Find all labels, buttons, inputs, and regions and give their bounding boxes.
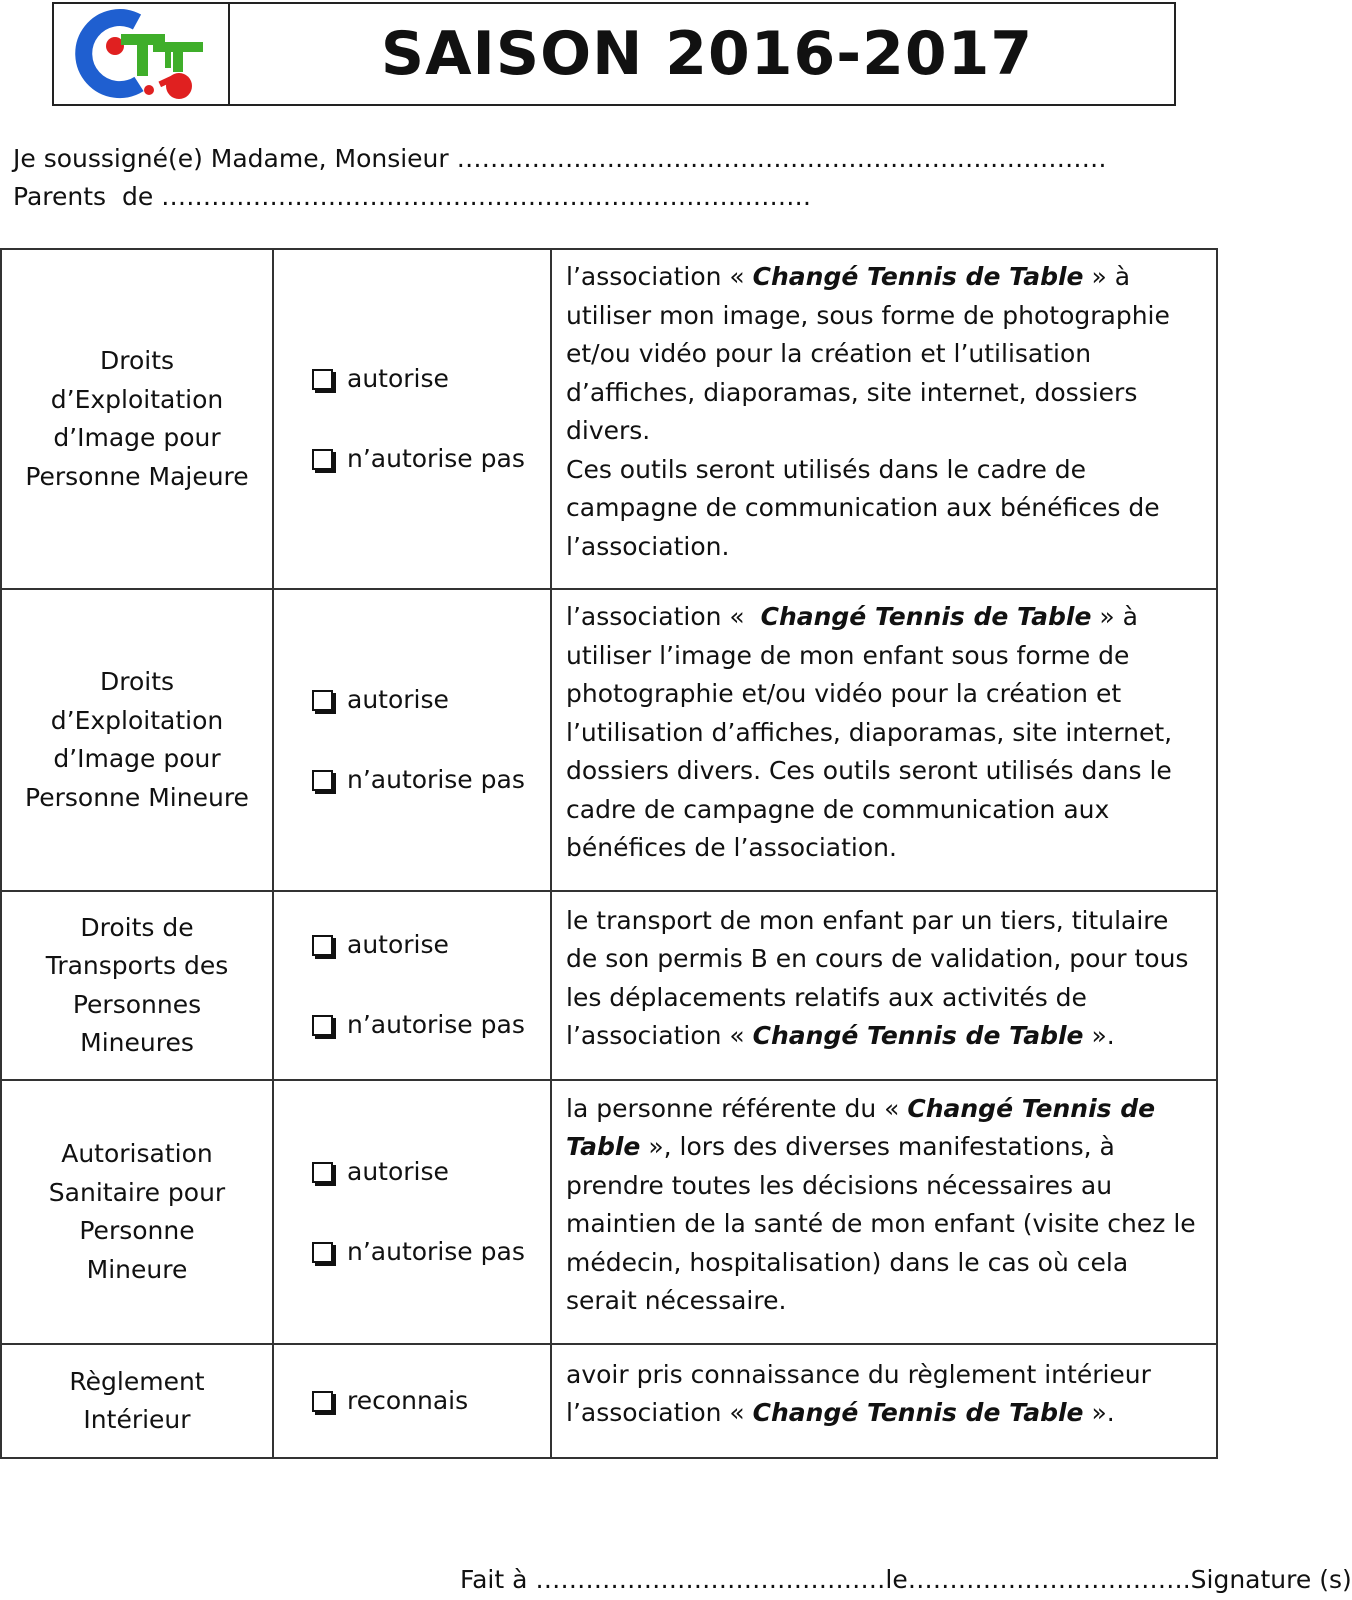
- checkbox-autorise[interactable]: [312, 1153, 549, 1191]
- label-line: d’Exploitation: [50, 705, 224, 735]
- checkbox-n-autorise-pas[interactable]: [312, 1233, 549, 1271]
- association-name: Changé Tennis de Table: [752, 262, 1084, 291]
- place-fill-field[interactable]: ……………………………………: [535, 1565, 886, 1594]
- table-row: [1, 1344, 1217, 1458]
- intro-line-parents: [13, 178, 1107, 216]
- label-line: Personne Mineure: [25, 782, 249, 812]
- row-text: [551, 1344, 1217, 1458]
- text-part: » à utiliser mon image, sous forme de photographie et/ou vidéo pour la création et l’utilisation d’affiches, diaporamas, site internet, dossiers divers.: [566, 262, 1170, 445]
- row-text: [551, 589, 1217, 891]
- checkbox-icon[interactable]: [312, 935, 333, 956]
- intro-parents-label: Parents de: [13, 182, 154, 211]
- child-name-fill-field[interactable]: ……………………………………………………………………: [161, 182, 812, 211]
- fait-a-label: Fait à: [460, 1565, 528, 1594]
- label-line: d’Exploitation: [50, 384, 224, 414]
- checkbox-label: reconnais: [347, 1385, 469, 1415]
- association-name: Changé Tennis de Table: [752, 1021, 1084, 1050]
- row-label: [1, 1344, 273, 1458]
- text-part: l’association «: [566, 602, 761, 632]
- signature-line: [460, 1565, 1352, 1594]
- checkbox-reconnais[interactable]: [312, 1382, 549, 1420]
- association-name: Changé Tennis de Table: [752, 1398, 1084, 1427]
- label-line: Personnes: [72, 989, 202, 1019]
- text-part: avoir pris connaissance du règlement intérieur l’association «: [566, 1359, 1151, 1427]
- label-line: Droits: [99, 346, 175, 375]
- checkbox-label: n’autorise pas: [347, 1236, 525, 1266]
- checkbox-autorise[interactable]: [312, 927, 549, 965]
- label-line: Personne: [79, 1216, 195, 1245]
- choice-cell: [273, 891, 551, 1080]
- intro-name-label: Je soussigné(e) Madame, Monsieur: [13, 144, 449, 173]
- label-line: Personne Majeure: [25, 461, 249, 491]
- checkbox-label: autorise: [347, 930, 449, 960]
- checkbox-label: n’autorise pas: [347, 764, 525, 794]
- table-row: [1, 249, 1217, 589]
- header: [52, 2, 1176, 106]
- checkbox-label: autorise: [347, 1156, 449, 1186]
- label-line: d’Image pour: [53, 423, 221, 452]
- ctt-logo-icon: [75, 4, 207, 104]
- table-row: [1, 589, 1217, 891]
- checkbox-label: autorise: [347, 363, 449, 393]
- table-row: [1, 1080, 1217, 1344]
- row-text: [551, 891, 1217, 1080]
- name-fill-field[interactable]: ……………………………………………………………………: [456, 144, 1107, 173]
- checkbox-autorise[interactable]: [312, 360, 549, 398]
- text-part: l’association «: [566, 262, 753, 291]
- checkbox-icon[interactable]: [312, 449, 333, 470]
- table-row: [1, 891, 1217, 1080]
- date-fill-field[interactable]: …………………………….: [907, 1565, 1191, 1594]
- text-part: » à utiliser l’image de mon enfant sous forme de photographie et/ou vidéo pour la création et l’utilisation d’affiches, diaporamas, site internet, dossiers divers. Ces outils seront utilisés dans le cadre de campagne de communication aux bénéfices de l’association.: [566, 602, 1173, 863]
- checkbox-icon[interactable]: [312, 1391, 333, 1412]
- association-name: Changé Tennis de Table: [760, 602, 1092, 632]
- label-line: Règlement: [69, 1366, 205, 1396]
- text-part: le transport de mon enfant par un tiers, titulaire de son permis B en cours de validation, pour tous les déplacements relatifs aux activités de l’association «: [566, 905, 1189, 1050]
- checkbox-icon[interactable]: [312, 770, 333, 791]
- choice-cell: [273, 1344, 551, 1458]
- date-label: le: [885, 1565, 908, 1594]
- checkbox-label: autorise: [347, 684, 449, 714]
- label-line: Mineures: [80, 1028, 194, 1057]
- label-line: Mineure: [86, 1254, 188, 1284]
- checkbox-icon[interactable]: [312, 1162, 333, 1183]
- checkbox-n-autorise-pas[interactable]: [312, 1007, 549, 1045]
- intro-line-name: [13, 140, 1107, 178]
- row-label: [1, 891, 273, 1080]
- checkbox-n-autorise-pas[interactable]: [312, 761, 549, 799]
- text-part: Ces outils seront utilisés dans le cadre de campagne de communication aux bénéfices de l’association.: [566, 454, 1160, 561]
- choice-cell: [273, 249, 551, 589]
- row-text: [551, 249, 1217, 589]
- checkbox-n-autorise-pas[interactable]: [312, 440, 549, 478]
- label-line: Droits de: [80, 912, 194, 942]
- row-label: [1, 589, 273, 891]
- choice-cell: [273, 1080, 551, 1344]
- checkbox-label: n’autorise pas: [347, 1010, 525, 1040]
- label-line: Transports des: [45, 951, 229, 980]
- checkbox-icon[interactable]: [312, 690, 333, 711]
- label-line: Autorisation: [61, 1139, 213, 1168]
- choice-cell: [273, 589, 551, 891]
- label-line: d’Image pour: [53, 744, 221, 773]
- association-name: Changé Tennis de Table: [566, 1093, 1156, 1161]
- text-part: ».: [1083, 1398, 1115, 1427]
- intro-block: [13, 140, 1107, 216]
- checkbox-autorise[interactable]: [312, 681, 549, 719]
- page-title: SAISON 2016-2017: [380, 19, 1034, 89]
- text-part: », lors des diverses manifestations, à prendre toutes les décisions nécessaires au maintien de la santé de mon enfant (visite chez le médecin, hospitalisation) dans le cas où cela serait nécessaire.: [566, 1132, 1196, 1315]
- label-line: Droits: [99, 667, 175, 696]
- checkbox-icon[interactable]: [312, 1015, 333, 1036]
- row-label: [1, 249, 273, 589]
- row-label: [1, 1080, 273, 1344]
- club-logo: [54, 4, 230, 104]
- label-line: Sanitaire pour: [48, 1177, 226, 1207]
- checkbox-icon[interactable]: [312, 369, 333, 390]
- label-line: Intérieur: [83, 1405, 191, 1434]
- authorization-table: [0, 248, 1218, 1459]
- signature-label: Signature (s): [1190, 1565, 1352, 1594]
- text-part: la personne référente du «: [566, 1093, 908, 1123]
- checkbox-icon[interactable]: [312, 1242, 333, 1263]
- checkbox-label: n’autorise pas: [347, 443, 525, 473]
- text-part: ».: [1083, 1021, 1115, 1050]
- row-text: [551, 1080, 1217, 1344]
